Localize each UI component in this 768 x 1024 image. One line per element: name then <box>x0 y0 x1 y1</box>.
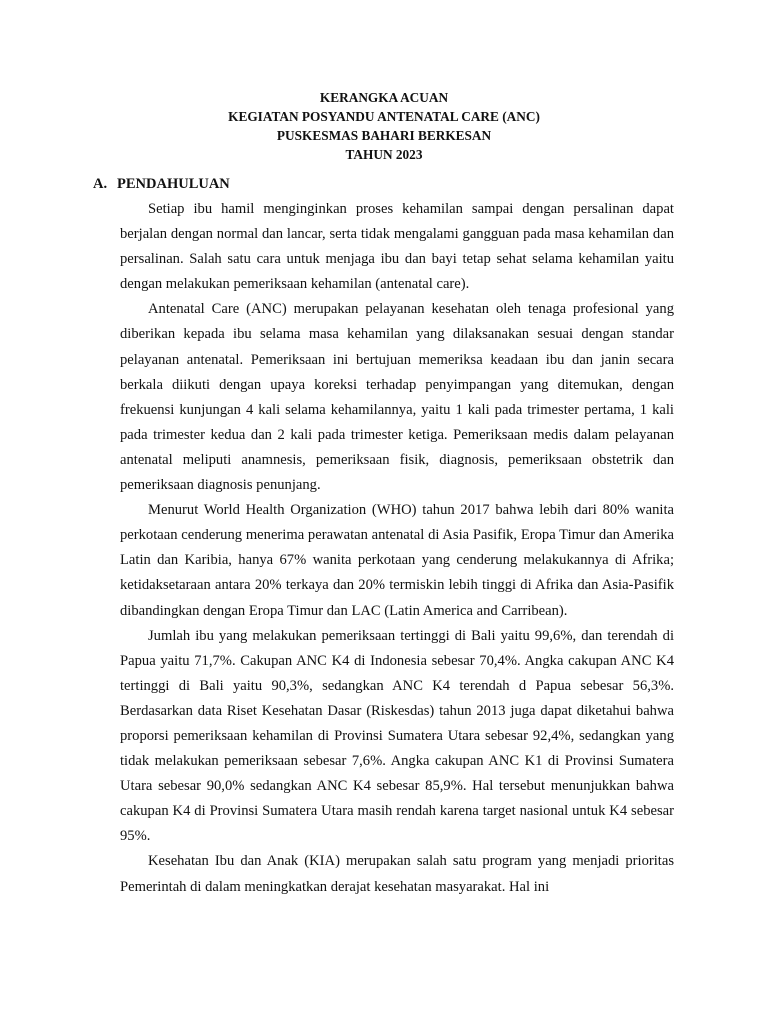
section-body <box>120 197 674 900</box>
paragraph-5: Kesehatan Ibu dan Anak (KIA) merupakan salah satu program yang menjadi prioritas Pemerintah di dalam meningkatkan derajat kesehatan masyarakat. Hal ini <box>120 853 674 895</box>
paragraph-2: Antenatal Care (ANC) merupakan pelayanan kesehatan oleh tenaga profesional yang diberikan kepada ibu selama masa kehamilan yang dilaksanakan sesuai dengan standar pelayanan antenatal. Pemeriksaan ini bertujuan memeriksa keadaan ibu dan janin secara berkala diikuti dengan upaya koreksi terhadap penyimpangan yang ditemukan, dengan frekuensi kunjungan 4 kali selama kehamilannya, yaitu 1 kali pada trimester pertama, 1 kali pada trimester kedua dan 2 kali pada trimester ketiga. Pemeriksaan medis dalam pelayanan antenatal meliputi anamnesis, pemeriksaan fisik, diagnosis, pemeriksaan obstetrik dan pemeriksaan diagnosis penunjang. <box>120 301 674 494</box>
paragraph-4: Jumlah ibu yang melakukan pemeriksaan tertinggi di Bali yaitu 99,6%, dan terendah di Papua yaitu 71,7%. Cakupan ANC K4 di Indonesia sebesar 70,4%. Angka cakupan ANC K4 tertinggi di Bali yaitu 90,3%, sedangkan ANC K4 terendah d Papua sebesar 56,3%. Berdasarkan data Riset Kesehatan Dasar (Riskesdas) tahun 2013 juga dapat diketahui bahwa proporsi pemeriksaan kehamilan di Provinsi Sumatera Utara sebesar 92,4%, sedangkan yang tidak melakukan pemeriksaan sebesar 7,6%. Angka cakupan ANC K1 di Provinsi Sumatera Utara sebesar 90,0% sedangkan ANC K4 sebesar 85,9%. Hal tersebut menunjukkan bahwa cakupan K4 di Provinsi Sumatera Utara masih rendah karena target nasional untuk K4 sebesar 95%. <box>120 627 674 845</box>
section-heading <box>93 175 230 194</box>
title-line-1: KERANGKA ACUAN <box>319 90 449 105</box>
title-line-4: TAHUN 2023 <box>345 147 423 162</box>
title-line-3: PUSKESMAS BAHARI BERKESAN <box>276 128 492 143</box>
title-line-2: KEGIATAN POSYANDU ANTENATAL CARE (ANC) <box>228 109 540 124</box>
paragraph-1: Setiap ibu hamil menginginkan proses kehamilan sampai dengan persalinan dapat berjalan dengan normal dan lancar, serta tidak mengalami gangguan pada masa kehamilan dan persalinan. Salah satu cara untuk menjaga ibu dan bayi tetap sehat selama kehamilan yaitu dengan melakukan pemeriksaan kehamilan (antenatal care). <box>120 201 674 293</box>
paragraph-3: Menurut World Health Organization (WHO) tahun 2017 bahwa lebih dari 80% wanita perkotaan cenderung menerima perawatan antenatal di Asia Pasifik, Eropa Timur dan Amerika Latin dan Karibia, hanya 67% wanita perkotaan yang cenderung melakukannya di Afrika; ketidaksetaraan antara 20% terkaya dan 20% termiskin lebih tinggi di Afrika dan Asia-Pasifik dibandingkan dengan Eropa Timur dan LAC (Latin America and Carribean). <box>120 502 674 619</box>
section-title: PENDAHULUAN <box>117 176 230 192</box>
section-number: A. <box>93 176 108 192</box>
document-title <box>0 88 768 164</box>
